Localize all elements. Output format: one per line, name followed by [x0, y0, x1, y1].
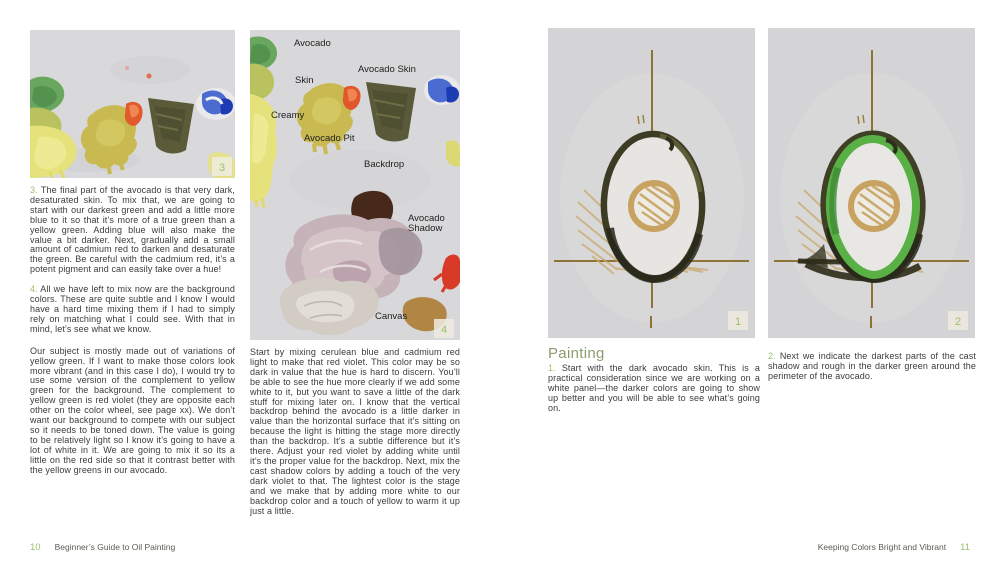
palette-photo-4 — [250, 30, 460, 340]
body-paragraph-complement: Our subject is mostly made out of variations of yellow green. If I want to make those colors look more vibrant (and in this case I do), I would try to use some version of the complement to yellow green for the background. The complement to yellow green is red violet (they are opposite each other on the color wheel, see page xx). We don’t want our background to compete with our subject so it needs to be toned down. The value is going to be relatively light so I know it’s going to have a lot of white in it. We are going to mix it so its a little on the red side so that it contrast better with the yellow greens in our avocado. — [30, 345, 235, 475]
avocado-sketch-2 — [768, 28, 975, 338]
left-text-column-2 — [250, 348, 460, 526]
step-number: 3. — [30, 185, 38, 195]
step-number: 4. — [30, 284, 38, 295]
paint-label-avocado-skin: Avocado Skin — [358, 64, 416, 75]
left-page-footer — [30, 542, 175, 553]
running-title-left: Beginner’s Guide to Oil Painting — [54, 542, 176, 552]
running-title-right: Keeping Colors Bright and Vibrant — [817, 542, 947, 552]
figure-avocado-sketch-2 — [768, 28, 975, 338]
figure-palette-photo-4 — [250, 30, 460, 340]
avocado-pit — [631, 183, 677, 229]
svg-text:2: 2 — [954, 316, 962, 328]
avocado-sketch-1 — [548, 28, 755, 338]
svg-text:1: 1 — [734, 316, 742, 328]
blue-paint-smear — [196, 88, 235, 120]
step-text: All we have left to mix now are the background colors. These are quite subtle and I know I would have a hard time mixing them if I had to simply rely on matching what I could see. With that in mind, let’s see what we know. — [30, 284, 236, 334]
right-page-footer — [818, 542, 970, 553]
svg-text:4: 4 — [440, 324, 448, 336]
step-paragraph-3 — [30, 186, 235, 275]
left-text-column-1 — [30, 186, 235, 485]
step-text: The final part of the avocado is that very dark, desaturated skin. To mix that, we are going to start with our darkest green and add a little more blue to it so that it’s more of a true green than a yellow green. Adding blue will also make the value a bit darker. Next, gradually add a small amount of cadmium red to darken and desaturate the green. Be careful with the cadmium red, it’s a potent pigment and can easily take over a hue! — [30, 185, 235, 275]
figure-palette-photo-3 — [30, 30, 235, 178]
figure-number-badge-1 — [728, 311, 748, 330]
right-text-column-2 — [768, 352, 976, 392]
step-number: 1. — [548, 362, 556, 373]
paint-label-skin: Skin — [295, 75, 314, 86]
step-text: Start with the dark avocado skin. This is a practical consideration since we are working on a white panel—the darker colors are going to show up better and you will be able to see what’s going on. — [548, 362, 760, 413]
page-number-left: 10 — [30, 542, 41, 553]
figure-number-badge-2 — [948, 311, 968, 330]
figure-number-badge-3 — [212, 157, 232, 176]
step-number: 2. — [768, 351, 776, 361]
paint-label-avocado-pit: Avocado Pit — [304, 133, 355, 144]
painting-section — [548, 345, 760, 423]
paint-label-backdrop: Backdrop — [364, 159, 405, 170]
avocado-pit — [851, 183, 897, 229]
paint-label-avocado-shadow: Avocado Shadow — [408, 213, 445, 234]
body-paragraph-mixing: Start by mixing cerulean blue and cadmium red light to make that red violet. This color may be so dark in value that the hue is hard to discern. You’ll be able to see the hue more clearly if we add some white to it, but you want to save a little of the dark stuff for mixing later on. I know that the vertical backdrop behind the avocado is a little darker in value than the horizontal surface that it’s sitting on because the light is hitting the stage more directly than the backdrop. It’s a subtle difference but it’s there. Adjust your red violet by adding white until it’s the proper value for the backdrop. Next, mix the cast shadow colors by adding a touch of the very dark violet to that. The lightest color is the stage and we make that by adding more white to our backdrop color and a touch of yellow to warm it up just a little. — [250, 347, 460, 516]
step-text: Next we indicate the darkest parts of the cast shadow and rough in the darker green around the perimeter of the avocado. — [768, 351, 976, 381]
page-number-right: 11 — [960, 542, 970, 553]
paint-label-canvas: Canvas — [375, 311, 408, 322]
step-paragraph-1 — [548, 364, 760, 414]
palette-photo-3 — [30, 30, 235, 178]
step-paragraph-2 — [768, 352, 976, 382]
paint-label-creamy: Creamy — [271, 110, 305, 121]
step-paragraph-4 — [30, 285, 235, 335]
figure-avocado-sketch-1 — [548, 28, 755, 338]
section-heading-painting: Painting — [548, 345, 605, 362]
paint-label-avocado: Avocado — [294, 38, 331, 49]
svg-text:3: 3 — [218, 162, 226, 174]
figure-number-badge-4 — [434, 319, 454, 338]
blue-paint-smear — [424, 75, 460, 105]
